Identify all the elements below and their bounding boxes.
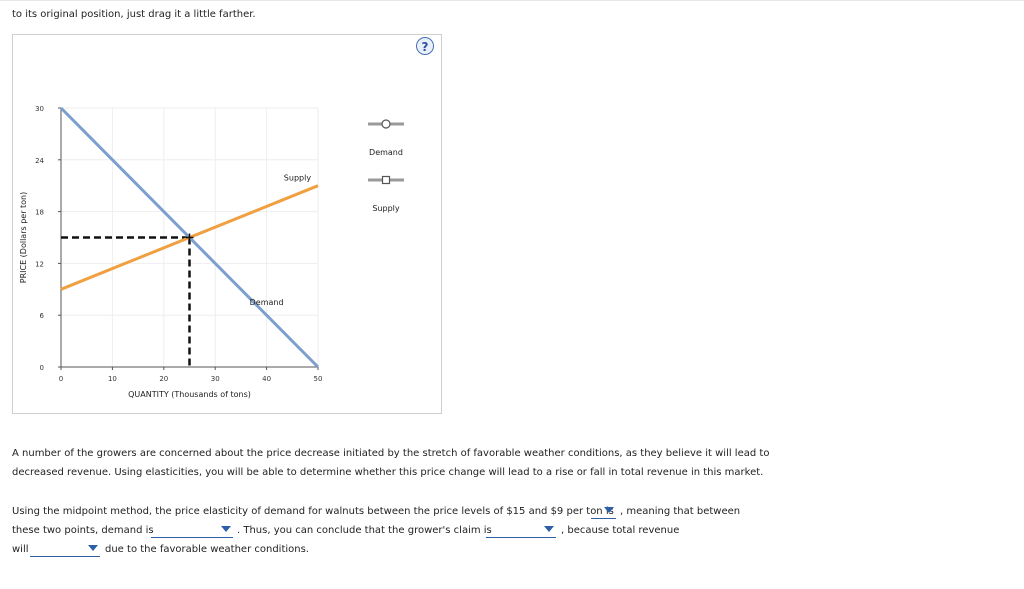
x-axis-label: QUANTITY (Thousands of tons) bbox=[128, 390, 251, 399]
legend-circle-marker bbox=[382, 120, 390, 128]
question-part-3: these two points, demand is bbox=[12, 525, 154, 536]
demand-curve-label: Demand bbox=[249, 297, 284, 307]
demand-type-dropdown[interactable] bbox=[151, 523, 233, 538]
y-tick-label: 6 bbox=[39, 312, 44, 321]
question-part-7: due to the favorable weather conditions. bbox=[105, 544, 309, 555]
question-part-5: , because total revenue bbox=[561, 525, 680, 536]
chevron-down-icon bbox=[604, 507, 614, 513]
x-tick-label: 0 bbox=[58, 375, 64, 383]
y-tick-label: 30 bbox=[35, 105, 44, 113]
question-part-6: will bbox=[12, 544, 29, 555]
chevron-down-icon bbox=[544, 526, 554, 532]
chevron-down-icon bbox=[221, 526, 231, 532]
y-tick-label: 18 bbox=[35, 208, 44, 217]
y-tick-label: 12 bbox=[35, 260, 44, 269]
y-tick-label: 0 bbox=[39, 364, 44, 372]
help-icon[interactable]: ? bbox=[416, 37, 434, 55]
revenue-change-dropdown[interactable] bbox=[30, 542, 100, 557]
question-part-2: , meaning that between bbox=[620, 506, 741, 517]
legend-label-demand: Demand bbox=[369, 148, 403, 157]
paragraph-line-2: decreased revenue. Using elasticities, you will be able to determine whether this price change will lead to a rise or fall in total revenue in this market. bbox=[12, 467, 764, 478]
y-axis-label: PRICE (Dollars per ton) bbox=[19, 191, 28, 284]
x-tick-label: 20 bbox=[159, 375, 169, 383]
supply-curve-label: Supply bbox=[283, 173, 312, 183]
x-tick-label: 50 bbox=[313, 375, 323, 383]
x-tick-label: 40 bbox=[262, 375, 272, 383]
question-part-1: Using the midpoint method, the price elasticity of demand for walnuts between the price levels of $15 and $9 per ton is bbox=[12, 506, 614, 517]
chevron-down-icon bbox=[88, 545, 98, 551]
elasticity-dropdown[interactable] bbox=[591, 504, 616, 519]
intro-text: to its original position, just drag it a little farther. bbox=[12, 9, 256, 20]
x-tick-label: 30 bbox=[210, 375, 220, 383]
legend-label-supply: Supply bbox=[372, 204, 400, 213]
y-tick-label: 24 bbox=[35, 156, 44, 165]
claim-dropdown[interactable] bbox=[486, 523, 556, 538]
paragraph-line-1: A number of the growers are concerned about the price decrease initiated by the stretch of favorable weather conditions, as they believe it will lead to bbox=[12, 448, 770, 459]
legend-square-marker bbox=[383, 177, 390, 184]
x-tick-label: 10 bbox=[107, 375, 117, 383]
question-part-4: . Thus, you can conclude that the grower's claim is bbox=[237, 525, 492, 536]
